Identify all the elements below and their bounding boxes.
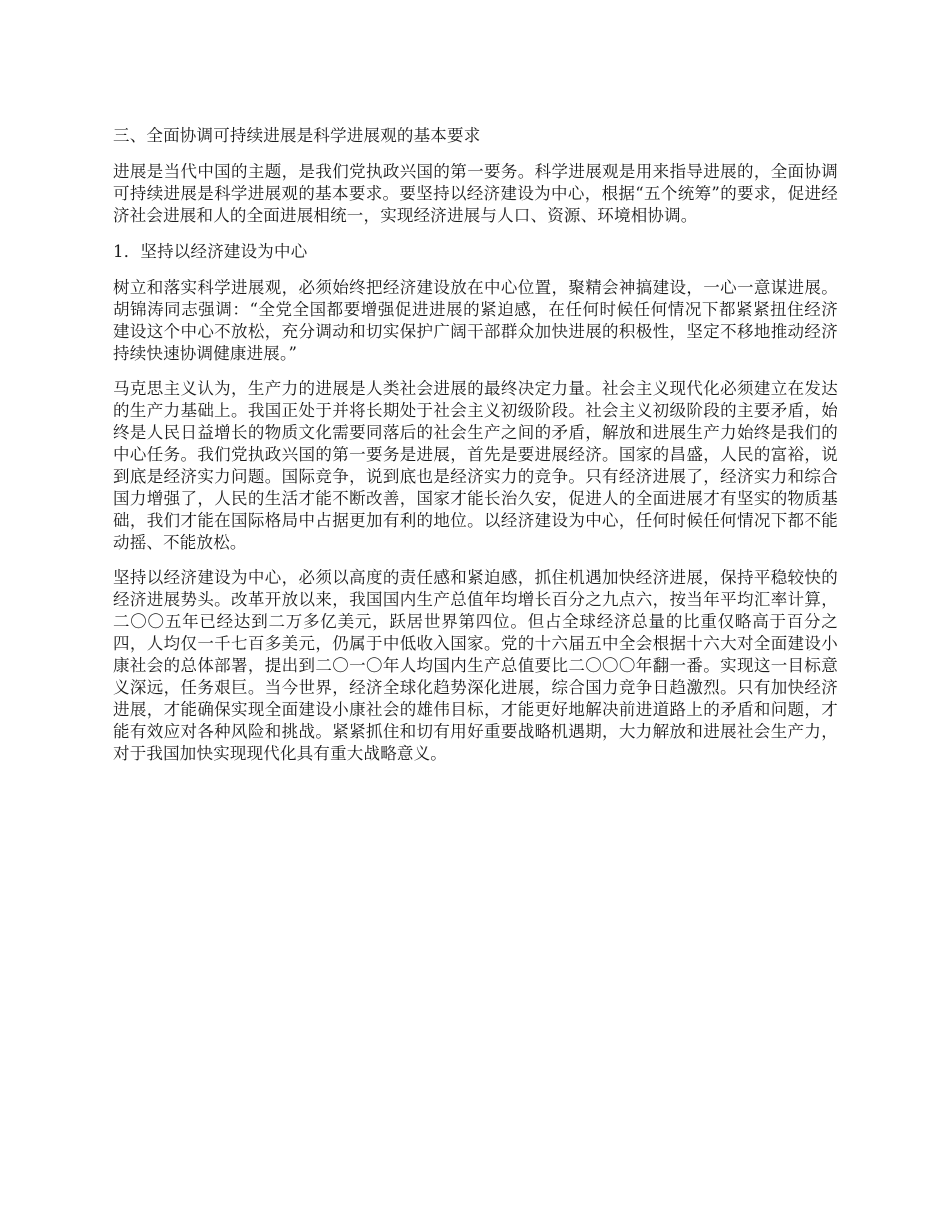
subsection-heading: 1．坚持以经济建设为中心 bbox=[113, 242, 308, 261]
section-heading: 三、全面协调可持续进展是科学进展观的基本要求 bbox=[113, 126, 481, 145]
document-page bbox=[113, 124, 838, 778]
paragraph-economy: 坚持以经济建设为中心，必须以高度的责任感和紧迫感，抓住机遇加快经济进展，保持平稳较快的经济进展势头。改革开放以来，我国国内生产总值年均增长百分之九点六，按当年平均汇率计算，二〇〇五年已经达到二万多亿美元，跃居世界第四位。但占全球经济总量的比重仅略高于百分之四，人均仅一千七百多美元，仍属于中低收入国家。党的十六届五中全会根据十六大对全面建设小康社会的总体部署，提出到二〇一〇年人均国内生产总值要比二〇〇〇年翻一番。实现这一目标意义深远，任务艰巨。当今世界，经济全球化趋势深化进展，综合国力竞争日趋激烈。只有加快经济进展，才能确保实现全面建设小康社会的雄伟目标，才能更好地解决前进道路上的矛盾和问题，才能有效应对各种风险和挑战。紧紧抓住和切有用好重要战略机遇期，大力解放和进展社会生产力，对于我国加快实现现代化具有重大战略意义。 bbox=[113, 568, 838, 763]
paragraph-marxism: 马克思主义认为，生产力的进展是人类社会进展的最终决定力量。社会主义现代化必须建立在发达的生产力基础上。我国正处于并将长期处于社会主义初级阶段。社会主义初级阶段的主要矛盾，始终是人民日益增长的物质文化需要同落后的社会生产之间的矛盾，解放和进展生产力始终是我们的中心任务。我们党执政兴国的第一要务是进展，首先是要进展经济。国家的昌盛，人民的富裕，说到底是经济实力问题。国际竞争，说到底也是经济实力的竞争。只有经济进展了，经济实力和综合国力增强了，人民的生活才能不断改善，国家才能长治久安，促进人的全面进展才有坚实的物质基础，我们才能在国际格局中占据更加有利的地位。以经济建设为中心，任何时候任何情况下都不能动摇、不能放松。 bbox=[113, 379, 838, 552]
paragraph-intro: 进展是当代中国的主题，是我们党执政兴国的第一要务。科学进展观是用来指导进展的，全面协调可持续进展是科学进展观的基本要求。要坚持以经济建设为中心，根据“五个统筹”的要求，促进经济社会进展和人的全面进展相统一，实现经济进展与人口、资源、环境相协调。 bbox=[113, 162, 838, 225]
paragraph-quote: 树立和落实科学进展观，必须始终把经济建设放在中心位置，聚精会神搞建设，一心一意谋进展。胡锦涛同志强调：“全党全国都要增强促进进展的紧迫感，在任何时候任何情况下都紧紧扭住经济建设这个中心不放松，充分调动和切实保护广阔干部群众加快进展的积极性，坚定不移地推动经济持续快速协调健康进展。” bbox=[113, 278, 838, 363]
